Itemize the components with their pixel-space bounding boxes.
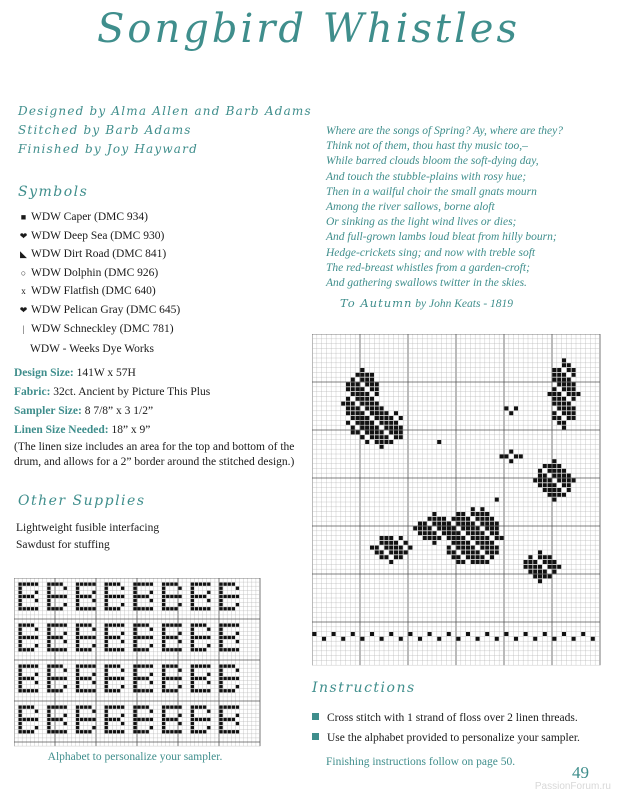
chart-motif [312, 358, 594, 640]
supply-item: Sawdust for stuffing [16, 539, 110, 551]
instructions-heading: Instructions [312, 680, 416, 696]
credit-stitcher: Stitched by Barb Adams [18, 123, 192, 137]
fabric-label: Fabric: [14, 386, 51, 398]
design-size-value: 141W x 57H [76, 367, 136, 379]
poem-line: And full-grown lambs loud bleat from hilly bourn; [326, 231, 557, 244]
square-bullet-icon [312, 733, 319, 740]
symbol-row [18, 282, 180, 301]
square-symbol-icon: ■ [20, 212, 27, 222]
symbol-row [18, 264, 180, 283]
instructions-list [312, 708, 612, 748]
symbol-label: WDW Schneckley (DMC 781) [31, 322, 174, 335]
chart-grid [312, 334, 600, 665]
poem-line: And touch the stubble-plains with rosy hue; [326, 170, 527, 183]
other-supplies [16, 520, 159, 554]
poem-line: Think not of them, thou hast thy music too,– [326, 140, 528, 153]
heart-symbol-icon: ❤ [19, 230, 28, 241]
symbol-label: WDW Dirt Road (DMC 841) [31, 248, 167, 261]
specs [14, 364, 304, 470]
symbol-row [18, 208, 180, 227]
poem-title: To Autumn [340, 296, 413, 310]
wdw-note: WDW - Weeks Dye Works [30, 343, 154, 355]
symbol-row [18, 320, 180, 339]
linen-note: (The linen size includes an area for the top and bottom of the drum, and allows for a 2” border around the stitched design.) [14, 441, 295, 468]
other-supplies-heading: Other Supplies [18, 493, 146, 509]
page-title: Songbird Whistles [97, 6, 520, 52]
poem-attribution [340, 296, 513, 310]
symbol-row [18, 227, 180, 246]
alphabet-grid [14, 578, 260, 746]
credits [18, 102, 312, 159]
alphabet-caption: Alphabet to personalize your sampler. [47, 751, 223, 763]
poem-line: Hedge-crickets sing; and now with treble soft [326, 246, 536, 259]
triangle-symbol-icon: ◣ [20, 249, 27, 260]
symbol-row [18, 245, 180, 264]
poem-line: Then in a wailful choir the small gnats mourn [326, 185, 537, 198]
poem [326, 124, 611, 291]
symbol-label: WDW Deep Sea (DMC 930) [31, 229, 165, 242]
poem-line: Or sinking as the light wind lives or dies; [326, 216, 517, 229]
cross-symbol-icon: x [21, 286, 26, 297]
linen-size-label: Linen Size Needed: [14, 424, 109, 436]
symbol-label: WDW Flatfish (DMC 640) [31, 285, 156, 298]
sampler-size-label: Sampler Size: [14, 405, 82, 417]
page-number: 49 [572, 763, 589, 782]
watermark: PassionForum.ru [534, 781, 611, 792]
sampler-size-value: 8 7/8” x 3 1/2” [84, 405, 154, 417]
finishing-note: Finishing instructions follow on page 50. [326, 756, 516, 768]
instruction-item: Cross stitch with 1 strand of floss over 2 linen threads. [312, 708, 612, 728]
poem-line: Where are the songs of Spring? Ay, where are they? [326, 125, 563, 137]
symbol-label: WDW Dolphin (DMC 926) [31, 266, 159, 279]
credit-designer: Designed by Alma Allen and Barb Adams [18, 104, 312, 118]
bar-symbol-icon: | [22, 323, 25, 334]
symbol-key [18, 208, 180, 338]
symbol-row [18, 301, 180, 320]
linen-size-value: 18” x 9” [111, 424, 151, 436]
symbols-heading: Symbols [18, 184, 89, 200]
alphabet-chart [14, 578, 264, 748]
circle-symbol-icon: ○ [20, 267, 27, 278]
symbol-label: WDW Pelican Gray (DMC 645) [31, 303, 181, 316]
heart-symbol-icon: ❤ [19, 304, 28, 315]
design-size-label: Design Size: [14, 367, 74, 379]
poem-line: While barred clouds bloom the soft-dying day, [326, 155, 539, 168]
poem-line: Among the river sallows, borne aloft [326, 201, 495, 214]
poem-author: by John Keats - 1819 [415, 298, 514, 310]
symbol-label: WDW Caper (DMC 934) [31, 211, 148, 223]
instruction-item: Use the alphabet provided to personalize your sampler. [312, 728, 612, 748]
poem-line: And gathering swallows twitter in the skies. [326, 277, 527, 290]
cross-stitch-chart [312, 334, 604, 668]
poem-line: The red-breast whistles from a garden-croft; [326, 261, 530, 274]
credit-finisher: Finished by Joy Hayward [18, 142, 198, 156]
square-bullet-icon [312, 713, 319, 720]
supply-item: Lightweight fusible interfacing [16, 522, 160, 534]
fabric-value: 32ct. Ancient by Picture This Plus [53, 386, 211, 398]
